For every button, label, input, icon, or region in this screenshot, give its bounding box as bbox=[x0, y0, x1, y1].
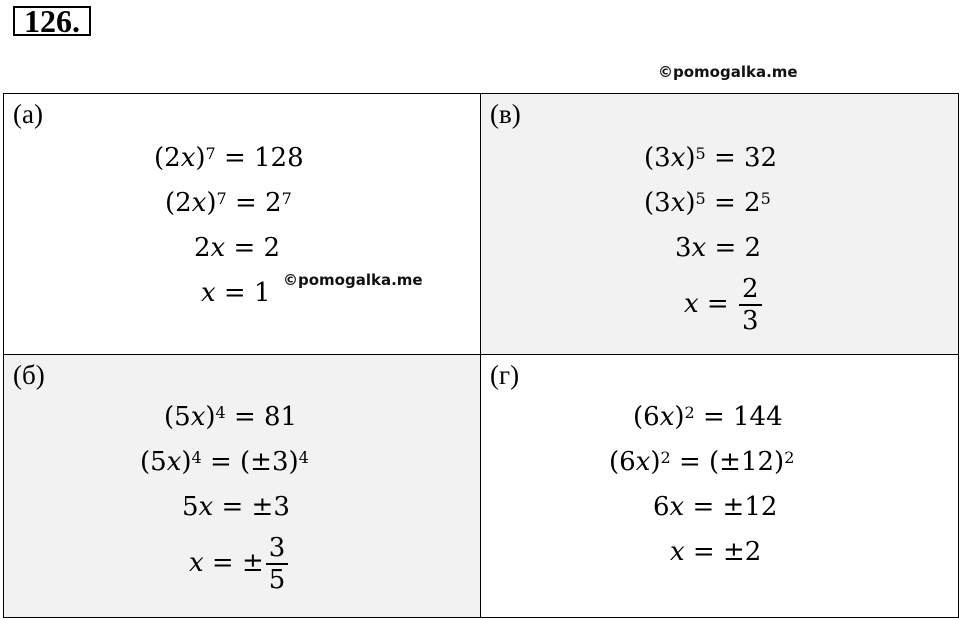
solution-grid bbox=[3, 93, 959, 618]
cell-a-label: (а) bbox=[13, 99, 43, 129]
fraction: $\frac{3}{5}$ bbox=[266, 533, 289, 595]
watermark-middle: ©pomogalka.me bbox=[283, 271, 423, 289]
watermark-top: ©pomogalka.me bbox=[658, 63, 798, 81]
cell-a bbox=[4, 94, 481, 355]
equation-line: $(3x)^5 = 2^5$ bbox=[644, 188, 771, 218]
equation-line: x = 1 bbox=[201, 278, 271, 308]
equation-line: $(2x)^7 = 2^7$ bbox=[165, 188, 292, 218]
equation-line: x = $\frac{2}{3}$ bbox=[684, 274, 762, 336]
cell-v bbox=[481, 94, 958, 355]
equation-line: 2x = 2 bbox=[194, 233, 281, 263]
equation-line: 5x = ±3 bbox=[182, 492, 290, 522]
cell-g-label: (г) bbox=[490, 360, 520, 390]
equation-line: $(5x)^4 = (\pm 3)^4$ bbox=[140, 447, 309, 477]
equation-line: x = ± $\frac{3}{5}$ bbox=[189, 533, 288, 595]
equation-line: $(2x)^7 = 128$ bbox=[154, 143, 304, 173]
problem-number: 126. bbox=[13, 6, 91, 36]
equation-line: $(6x)^2 = 144$ bbox=[633, 402, 783, 432]
equation-line: $(6x)^2 = (\pm 12)^2$ bbox=[609, 447, 795, 477]
equation-line: 6x = ±12 bbox=[653, 492, 778, 522]
equation-line: x = ±2 bbox=[670, 537, 762, 567]
fraction: $\frac{2}{3}$ bbox=[739, 274, 762, 336]
equation-line: $(3x)^5 = 32$ bbox=[644, 143, 778, 173]
cell-v-label: (в) bbox=[490, 99, 521, 129]
equation-line: 3x = 2 bbox=[675, 233, 762, 263]
cell-b bbox=[4, 355, 481, 617]
equation-line: $(5x)^4 = 81$ bbox=[164, 402, 298, 432]
cell-b-label: (б) bbox=[13, 360, 45, 390]
cell-g bbox=[481, 355, 958, 617]
